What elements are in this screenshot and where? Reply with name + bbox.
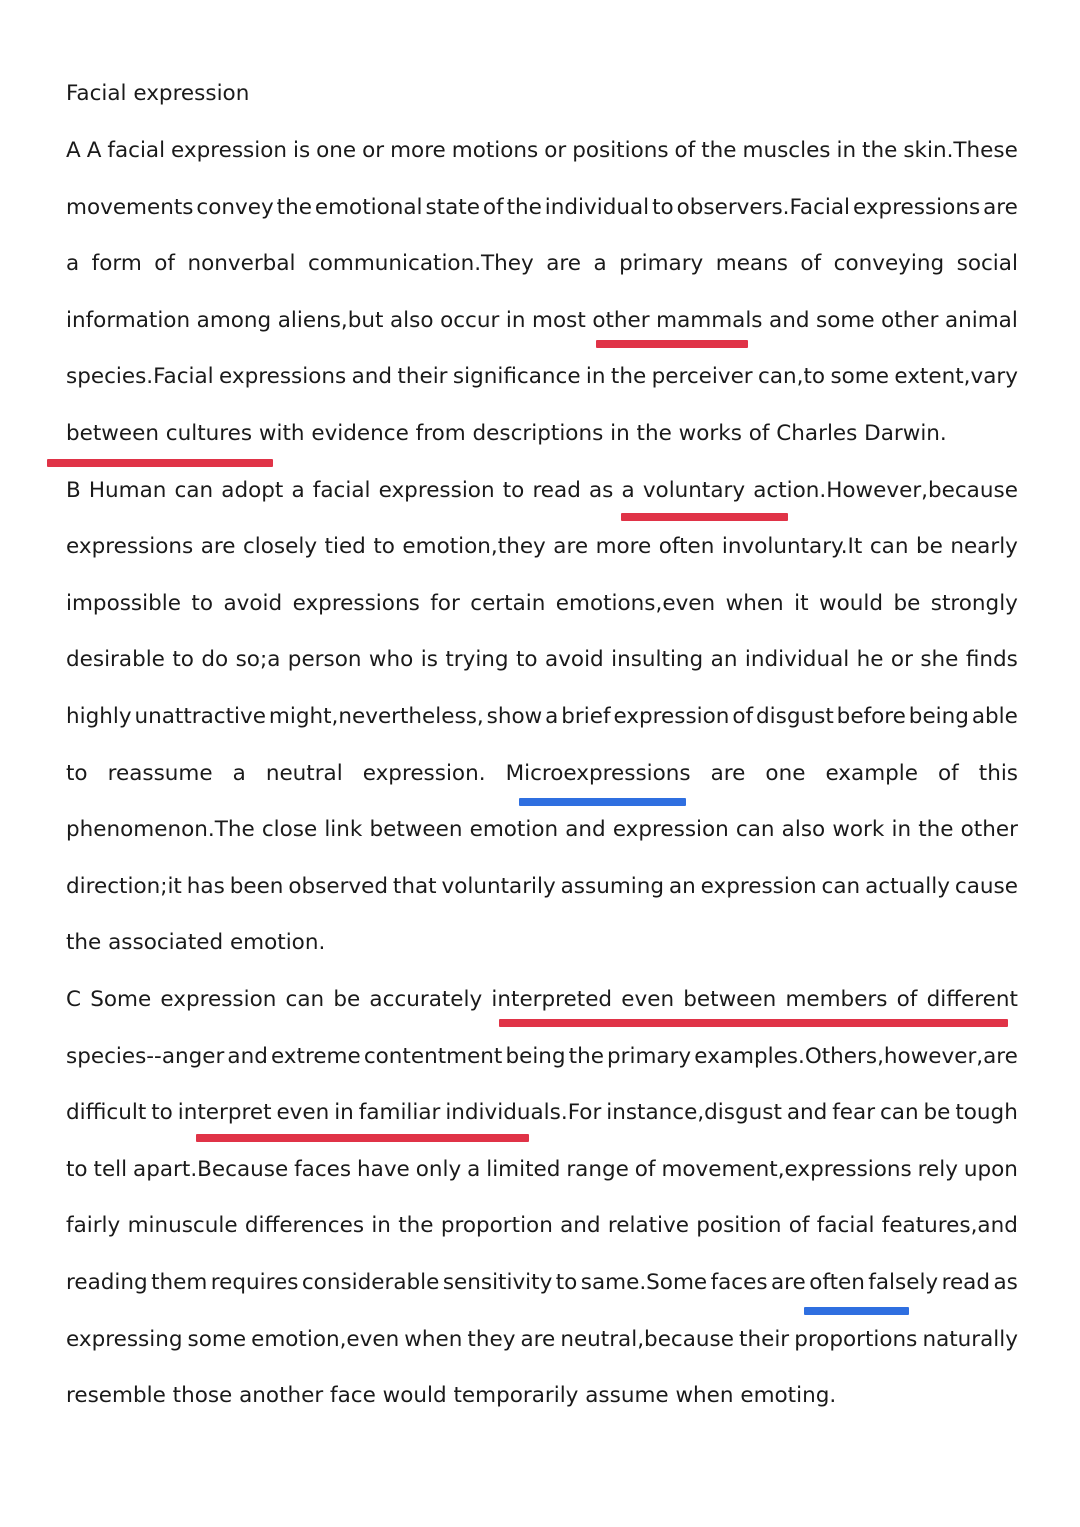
- word: of: [482, 195, 504, 220]
- word: significance: [452, 364, 581, 389]
- word: are: [983, 195, 1018, 220]
- word: them: [151, 1270, 208, 1295]
- word: are: [710, 761, 746, 786]
- word: animal: [944, 308, 1018, 333]
- word: state: [425, 195, 480, 220]
- word: for: [430, 591, 460, 616]
- word: are: [200, 534, 236, 559]
- word: in: [371, 1213, 391, 1238]
- word: fairly: [66, 1213, 121, 1238]
- word: apart.Because: [133, 1157, 289, 1182]
- word: work: [832, 817, 885, 842]
- word: involuntary.It: [721, 534, 863, 559]
- word: among: [196, 308, 272, 333]
- word: fear: [832, 1100, 876, 1125]
- word: as: [993, 1270, 1018, 1295]
- word: can: [735, 817, 775, 842]
- text-line: [66, 1325, 1018, 1355]
- text-line: [66, 1098, 1018, 1128]
- word: faces: [710, 1270, 768, 1295]
- word: features,and: [881, 1213, 1018, 1238]
- word: expressions: [852, 195, 981, 220]
- word: contentment: [363, 1044, 503, 1069]
- word: before: [836, 704, 906, 729]
- word: the: [610, 364, 647, 389]
- word: the: [568, 1044, 604, 1069]
- word: Microexpressions: [505, 761, 691, 786]
- text-line: the associated emotion.: [66, 930, 326, 955]
- word: expressing: [66, 1327, 183, 1352]
- word: to: [151, 1100, 173, 1125]
- word: when: [725, 591, 784, 616]
- text-line: [66, 136, 1018, 166]
- word: range: [566, 1157, 629, 1182]
- word: person: [287, 647, 362, 672]
- word: tell: [93, 1157, 128, 1182]
- word: movements: [66, 195, 194, 220]
- word: primary: [607, 1044, 692, 1069]
- word: of: [896, 987, 918, 1012]
- word: even: [621, 987, 675, 1012]
- word: facial: [816, 1213, 875, 1238]
- word: C: [66, 987, 82, 1012]
- word: positions: [572, 138, 669, 163]
- word: can: [821, 874, 861, 899]
- word: closely: [242, 534, 318, 559]
- word: voluntary: [642, 478, 746, 503]
- word: reassume: [107, 761, 213, 786]
- word: this: [978, 761, 1018, 786]
- word: be: [923, 1100, 951, 1125]
- word: phenomenon.The: [66, 817, 255, 842]
- word: expression.: [362, 761, 486, 786]
- text-line: [66, 1042, 1018, 1072]
- word: in: [585, 364, 606, 389]
- word: one: [316, 138, 357, 163]
- word: expression: [700, 874, 817, 899]
- word: limited: [486, 1157, 561, 1182]
- word: same.Some: [580, 1270, 708, 1295]
- text-line: resemble those another face would temporarily assume when emoting.: [66, 1383, 837, 1408]
- word: and: [351, 364, 393, 389]
- word: nonverbal: [187, 251, 296, 276]
- text-line: [66, 532, 1018, 562]
- word: the: [276, 195, 312, 220]
- word: neutral: [265, 761, 343, 786]
- red-underline-mark: [621, 513, 788, 521]
- word: in: [891, 817, 912, 842]
- word: expressions: [292, 591, 420, 616]
- word: a: [593, 251, 607, 276]
- word: other: [881, 308, 939, 333]
- word: an: [710, 647, 738, 672]
- word: cause: [954, 874, 1018, 899]
- word: more: [390, 138, 446, 163]
- word: would: [819, 591, 883, 616]
- word: to: [373, 534, 395, 559]
- word: emotional: [314, 195, 423, 220]
- word: read: [941, 1270, 990, 1295]
- word: expressions: [219, 364, 347, 389]
- word: emotion,even: [251, 1327, 400, 1352]
- word: upon: [963, 1157, 1018, 1182]
- word: avoid: [223, 591, 283, 616]
- word: A: [86, 138, 102, 163]
- word: or: [544, 138, 567, 163]
- word: adopt: [221, 478, 284, 503]
- word: highly: [66, 704, 132, 729]
- word: is: [420, 647, 438, 672]
- word: close: [261, 817, 318, 842]
- blue-underline-mark: [804, 1307, 909, 1315]
- word: extent,vary: [894, 364, 1018, 389]
- word: be: [915, 534, 943, 559]
- word: nearly: [950, 534, 1018, 559]
- word: to: [555, 1270, 578, 1295]
- red-underline-mark: [47, 459, 273, 467]
- word: certain: [470, 591, 546, 616]
- word: reading: [66, 1270, 148, 1295]
- word: information: [66, 308, 191, 333]
- word: Some: [90, 987, 152, 1012]
- word: expressions: [66, 534, 194, 559]
- word: she: [920, 647, 959, 672]
- word: finds: [965, 647, 1018, 672]
- text-line: [66, 1268, 1018, 1298]
- word: to: [652, 195, 674, 220]
- word: neutral,because: [560, 1327, 734, 1352]
- word: expression: [612, 817, 729, 842]
- word: be: [333, 987, 361, 1012]
- word: action.However,because: [753, 478, 1018, 503]
- word: occur: [440, 308, 500, 333]
- word: only: [415, 1157, 462, 1182]
- word: mammals: [656, 308, 763, 333]
- document-title: Facial expression: [66, 81, 250, 106]
- word: emotion: [469, 817, 559, 842]
- word: expression: [378, 478, 495, 503]
- word: are: [520, 1327, 556, 1352]
- word: familiar: [358, 1100, 441, 1125]
- word: tough: [955, 1100, 1018, 1125]
- word: between: [683, 987, 777, 1012]
- word: facial: [107, 138, 166, 163]
- text-line: [66, 306, 1018, 336]
- word: also: [390, 308, 434, 333]
- word: convey: [196, 195, 274, 220]
- word: an: [668, 874, 696, 899]
- word: expression: [160, 987, 277, 1012]
- red-underline-mark: [596, 340, 748, 348]
- word: expression: [171, 138, 288, 163]
- word: insulting: [611, 647, 704, 672]
- word: read: [532, 478, 581, 503]
- word: to: [66, 1157, 88, 1182]
- text-line: [66, 815, 1018, 845]
- word: can: [869, 534, 909, 559]
- word: faces: [294, 1157, 352, 1182]
- word: in: [505, 308, 526, 333]
- text-line: [66, 645, 1018, 675]
- word: differences: [244, 1213, 365, 1238]
- word: of: [788, 1213, 810, 1238]
- word: members: [785, 987, 888, 1012]
- word: of: [154, 251, 175, 276]
- word: A: [66, 138, 81, 163]
- word: conveying: [833, 251, 945, 276]
- word: in: [836, 138, 857, 163]
- word: often: [658, 534, 715, 559]
- word: and: [560, 1213, 601, 1238]
- word: emotion,they: [402, 534, 546, 559]
- word: a: [545, 704, 559, 729]
- word: form: [91, 251, 142, 276]
- word: some: [830, 364, 889, 389]
- blue-underline-mark: [519, 798, 686, 806]
- word: species--anger: [66, 1044, 225, 1069]
- word: expression: [613, 704, 730, 729]
- word: facial: [312, 478, 371, 503]
- word: observed: [288, 874, 389, 899]
- word: a: [291, 478, 305, 503]
- word: other: [960, 817, 1018, 842]
- word: skin.These: [903, 138, 1018, 163]
- text-line: between cultures with evidence from descriptions in the works of Charles Darwin.: [66, 421, 947, 446]
- text-line: [66, 589, 1018, 619]
- word: one: [765, 761, 806, 786]
- word: be: [893, 591, 921, 616]
- word: minuscule: [127, 1213, 238, 1238]
- word: social: [956, 251, 1018, 276]
- word: to: [191, 591, 213, 616]
- word: observers.Facial: [676, 195, 851, 220]
- word: have: [357, 1157, 410, 1182]
- text-line: [66, 1211, 1018, 1241]
- word: it: [794, 591, 809, 616]
- word: their: [739, 1327, 790, 1352]
- word: direction;it: [66, 874, 182, 899]
- word: and: [565, 817, 606, 842]
- word: the: [506, 195, 542, 220]
- word: between: [369, 817, 463, 842]
- word: brief: [561, 704, 611, 729]
- word: so;a: [235, 647, 281, 672]
- word: motions: [451, 138, 539, 163]
- word: are: [771, 1270, 806, 1295]
- word: show: [486, 704, 543, 729]
- word: who: [368, 647, 414, 672]
- word: falsely: [868, 1270, 939, 1295]
- word: species.Facial: [66, 364, 214, 389]
- text-line: [66, 702, 1018, 732]
- text-line: [66, 193, 1018, 223]
- word: example: [825, 761, 918, 786]
- word: the: [701, 138, 737, 163]
- word: when: [404, 1327, 463, 1352]
- word: Human: [88, 478, 167, 503]
- word: the: [862, 138, 898, 163]
- word: most: [532, 308, 586, 333]
- word: to: [516, 647, 538, 672]
- word: that: [392, 874, 437, 899]
- word: and: [769, 308, 810, 333]
- word: their: [397, 364, 448, 389]
- text-line: [66, 759, 1018, 789]
- word: disgust: [756, 704, 834, 729]
- word: emotions,even: [555, 591, 716, 616]
- word: individual: [744, 647, 850, 672]
- word: assuming: [560, 874, 665, 899]
- text-line: [66, 249, 1018, 279]
- word: some: [187, 1327, 247, 1352]
- word: of: [938, 761, 959, 786]
- word: interpret: [177, 1100, 272, 1125]
- word: being: [505, 1044, 566, 1069]
- word: requires: [210, 1270, 299, 1295]
- word: instance,disgust: [606, 1100, 782, 1125]
- word: and: [227, 1044, 268, 1069]
- word: also: [781, 817, 826, 842]
- word: desirable: [66, 647, 165, 672]
- word: the: [918, 817, 954, 842]
- word: is: [292, 138, 311, 163]
- word: might,nevertheless,: [268, 704, 484, 729]
- word: of: [674, 138, 696, 163]
- word: individuals.For: [445, 1100, 602, 1125]
- word: can,to: [758, 364, 826, 389]
- word: tied: [324, 534, 366, 559]
- word: a: [467, 1157, 481, 1182]
- word: has: [186, 874, 225, 899]
- word: being: [908, 704, 969, 729]
- word: been: [229, 874, 284, 899]
- red-underline-mark: [196, 1134, 529, 1142]
- word: of: [634, 1157, 656, 1182]
- word: voluntarily: [441, 874, 556, 899]
- word: accurately: [369, 987, 483, 1012]
- word: of: [800, 251, 822, 276]
- word: other: [592, 308, 650, 333]
- text-line: [66, 362, 1018, 392]
- word: or: [890, 647, 913, 672]
- text-line: [66, 872, 1018, 902]
- word: in: [334, 1100, 354, 1125]
- word: movement,expressions: [661, 1157, 912, 1182]
- word: aliens,but: [277, 308, 384, 333]
- word: he: [856, 647, 884, 672]
- word: as: [588, 478, 614, 503]
- word: unattractive: [134, 704, 266, 729]
- word: extreme: [270, 1044, 361, 1069]
- word: trying: [445, 647, 509, 672]
- word: a: [66, 251, 80, 276]
- word: naturally: [922, 1327, 1018, 1352]
- word: actually: [865, 874, 950, 899]
- word: link: [324, 817, 363, 842]
- word: to: [502, 478, 525, 503]
- word: means: [715, 251, 788, 276]
- word: they: [467, 1327, 516, 1352]
- text-line: [66, 985, 1018, 1015]
- word: proportion: [440, 1213, 553, 1238]
- word: interpreted: [491, 987, 613, 1012]
- word: or: [362, 138, 385, 163]
- word: can: [285, 987, 325, 1012]
- word: relative: [607, 1213, 689, 1238]
- word: B: [66, 478, 81, 503]
- word: of: [732, 704, 754, 729]
- word: a: [232, 761, 246, 786]
- word: some: [816, 308, 875, 333]
- word: different: [926, 987, 1018, 1012]
- text-line: [66, 1155, 1018, 1185]
- word: perceiver: [651, 364, 753, 389]
- word: able: [971, 704, 1018, 729]
- red-underline-mark: [499, 1019, 1008, 1027]
- word: muscles: [742, 138, 831, 163]
- word: to: [66, 761, 88, 786]
- word: proportions: [794, 1327, 918, 1352]
- word: position: [696, 1213, 782, 1238]
- word: communication.They: [307, 251, 534, 276]
- word: can: [174, 478, 214, 503]
- word: primary: [619, 251, 704, 276]
- word: strongly: [930, 591, 1018, 616]
- word: considerable: [301, 1270, 440, 1295]
- word: impossible: [66, 591, 181, 616]
- word: a: [621, 478, 635, 503]
- word: sensitivity: [442, 1270, 553, 1295]
- word: difficult: [66, 1100, 147, 1125]
- word: often: [809, 1270, 865, 1295]
- word: rely: [917, 1157, 958, 1182]
- word: examples.Others,however,are: [694, 1044, 1018, 1069]
- word: to: [172, 647, 194, 672]
- word: and: [786, 1100, 828, 1125]
- word: more: [595, 534, 652, 559]
- word: are: [553, 534, 589, 559]
- word: are: [546, 251, 582, 276]
- word: even: [276, 1100, 330, 1125]
- word: individual: [544, 195, 650, 220]
- text-line: [66, 476, 1018, 506]
- word: can: [879, 1100, 919, 1125]
- word: do: [201, 647, 229, 672]
- word: avoid: [545, 647, 604, 672]
- word: the: [398, 1213, 434, 1238]
